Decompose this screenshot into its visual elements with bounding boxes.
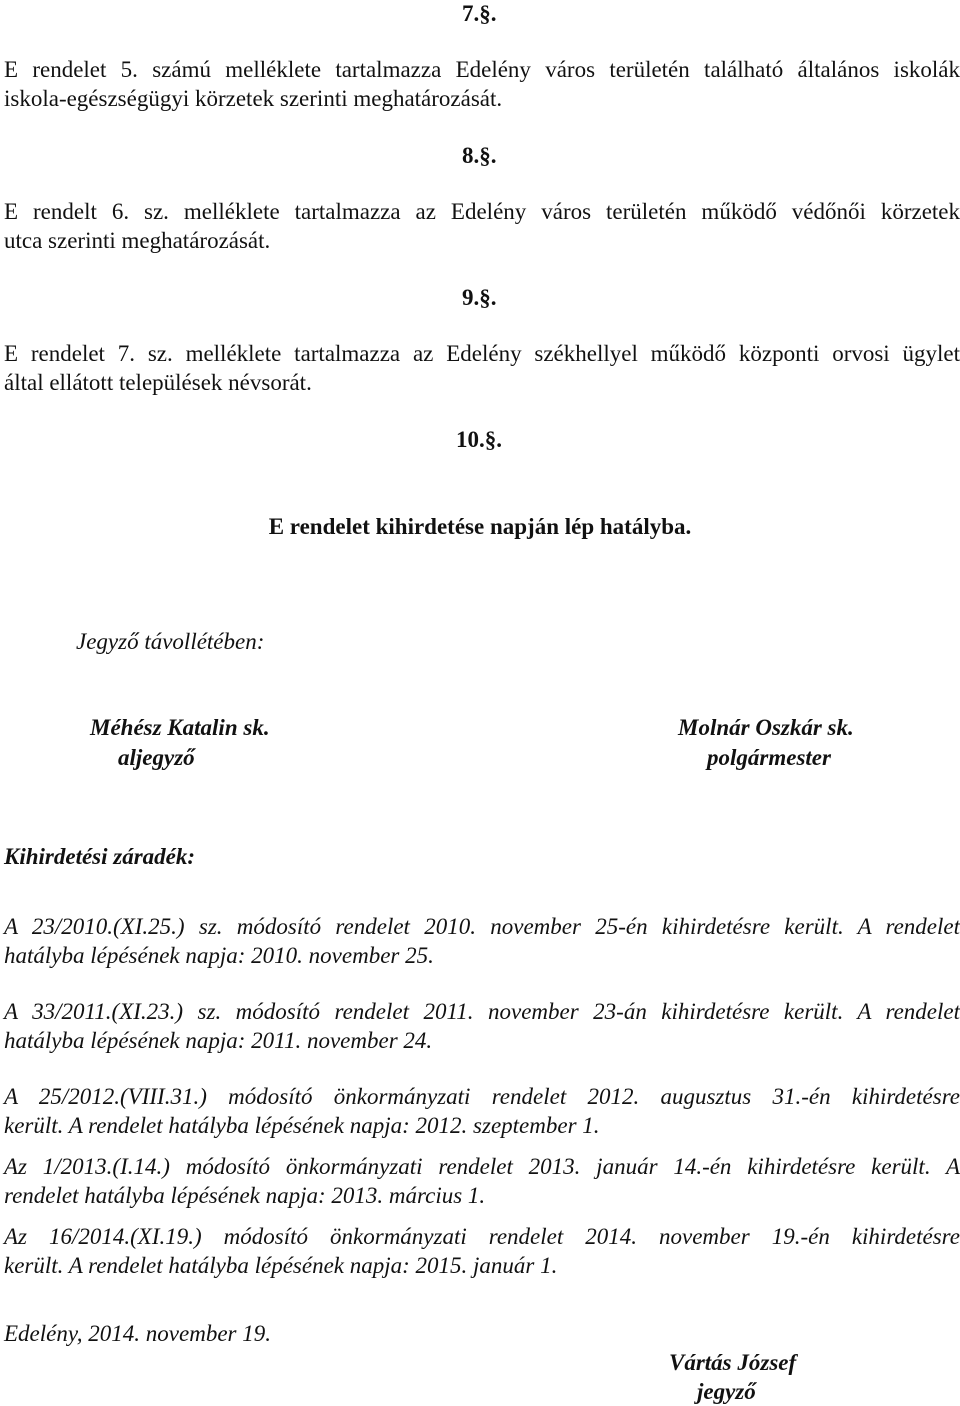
left-signer-name: Méhész Katalin sk. bbox=[90, 715, 270, 740]
announcement-entry-4-line-1: Az 1/2013.(I.14.) módosító önkormányzati rendelet 2013. január 14.-én kihirdetésre került. A bbox=[4, 1154, 960, 1179]
section-7-line-2: iskola-egészségügyi körzetek szerinti meghatározását. bbox=[4, 86, 503, 111]
announcement-entry-3-line-2: került. A rendelet hatályba lépésének napja: 2012. szeptember 1. bbox=[4, 1113, 600, 1138]
place-and-date: Edelény, 2014. november 19. bbox=[4, 1321, 271, 1346]
section-10-text: E rendelet kihirdetése napján lép hatályba. bbox=[268, 514, 692, 539]
announcement-entry-3-line-1: A 25/2012.(VIII.31.) módosító önkormányzati rendelet 2012. augusztus 31.-én kihirdetésre bbox=[4, 1084, 960, 1109]
announcement-title: Kihirdetési záradék: bbox=[4, 844, 196, 869]
announcement-entry-4-line-2: rendelet hatályba lépésének napja: 2013. március 1. bbox=[4, 1183, 486, 1208]
section-7-line-1: E rendelet 5. számú melléklete tartalmazza Edelény város területén található általános iskolák bbox=[4, 57, 960, 82]
section-10-heading: 10.§. bbox=[456, 427, 502, 452]
announcement-entry-5-line-2: került. A rendelet hatályba lépésének napja: 2015. január 1. bbox=[4, 1253, 558, 1278]
closing-signer-name: Vártás József bbox=[669, 1350, 797, 1375]
announcement-entry-5-line-1: Az 16/2014.(XI.19.) módosító önkormányzati rendelet 2014. november 19.-én kihirdetésre bbox=[4, 1224, 960, 1249]
absence-note: Jegyző távollétében: bbox=[76, 629, 265, 654]
right-signer-title: polgármester bbox=[707, 745, 831, 770]
left-signer-title: aljegyző bbox=[118, 745, 195, 770]
section-9-line-2: által ellátott települések névsorát. bbox=[4, 370, 312, 395]
announcement-entry-1-line-1: A 23/2010.(XI.25.) sz. módosító rendelet 2010. november 25-én kihirdetésre került. A rendelet bbox=[4, 914, 960, 939]
announcement-entry-2-line-1: A 33/2011.(XI.23.) sz. módosító rendelet 2011. november 23-án kihirdetésre került. A rendelet bbox=[4, 999, 960, 1024]
closing-signer-title: jegyző bbox=[697, 1379, 756, 1404]
right-signer-name: Molnár Oszkár sk. bbox=[678, 715, 854, 740]
section-7-heading: 7.§. bbox=[462, 1, 497, 26]
section-8-heading: 8.§. bbox=[462, 143, 497, 168]
section-9-heading: 9.§. bbox=[462, 285, 497, 310]
announcement-entry-1-line-2: hatályba lépésének napja: 2010. november 25. bbox=[4, 943, 434, 968]
announcement-entry-2-line-2: hatályba lépésének napja: 2011. november 24. bbox=[4, 1028, 433, 1053]
section-8-line-1: E rendelt 6. sz. melléklete tartalmazza az Edelény város területén működő védőnői körzetek bbox=[4, 199, 960, 224]
section-8-line-2: utca szerinti meghatározását. bbox=[4, 228, 271, 253]
section-9-line-1: E rendelet 7. sz. melléklete tartalmazza az Edelény székhellyel működő központi orvosi ügylet bbox=[4, 341, 960, 366]
